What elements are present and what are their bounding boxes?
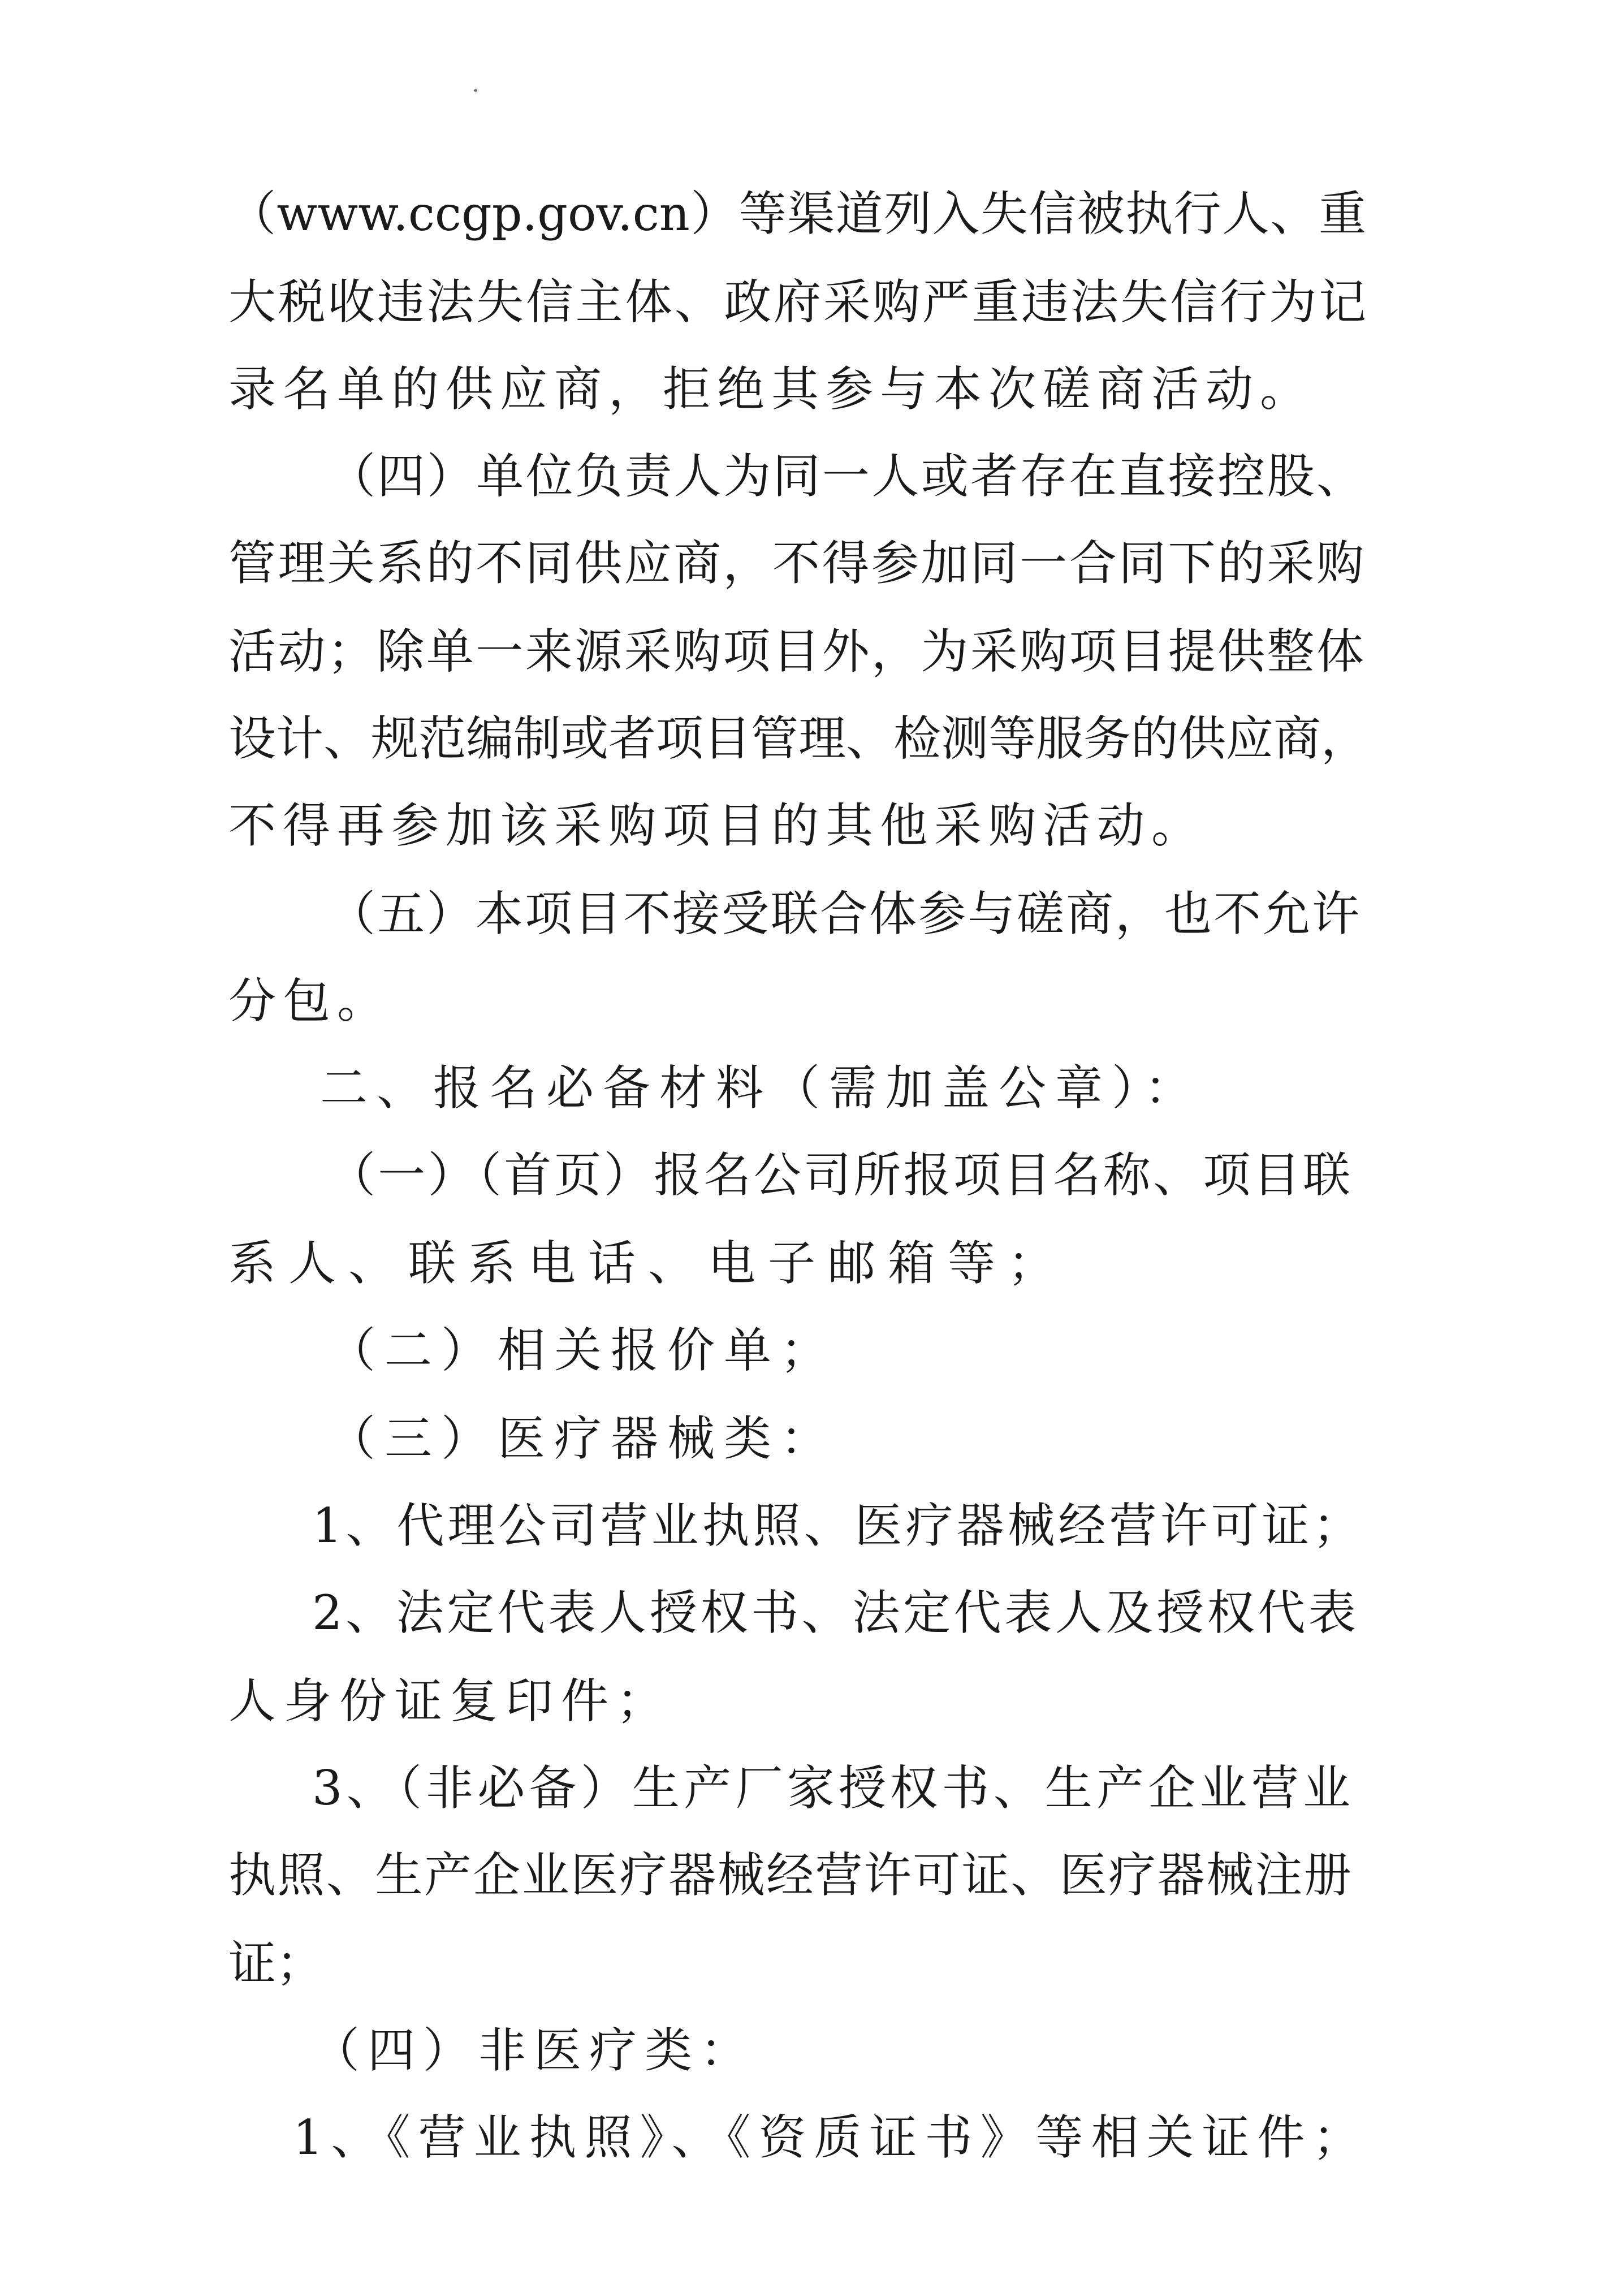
text-line: （四）单位负责人为同一人或者存在直接控股、 (328, 448, 1364, 504)
text-line: 大税收违法失信主体、政府采购严重违法失信行为记 (228, 274, 1366, 330)
text-line: （一）（首页）报名公司所报项目名称、项目联 (328, 1147, 1350, 1203)
text-line: （二）相关报价单； (328, 1323, 837, 1378)
text-line: （四）非医疗类： (312, 2023, 756, 2078)
text-line: （三）医疗器械类： (328, 1411, 837, 1466)
text-line: 人身份证复印件； (228, 1673, 672, 1729)
section-heading: 二、报名必备材料（需加盖公章）： (320, 1060, 1202, 1116)
text-line: （五）本项目不接受联合体参与磋商，也不允许 (328, 886, 1359, 942)
text-line: 1、《营业执照》、《资质证书》等相关证件； (293, 2110, 1368, 2165)
text-line: 活动；除单一来源采购项目外，为采购项目提供整体 (228, 624, 1364, 679)
scan-speck (474, 89, 477, 92)
text-line: 不得再参加该采购项目的其他采购活动。 (228, 798, 1206, 853)
text-line: 证； (228, 1936, 324, 1991)
text-line: 录名单的供应商，拒绝其参与本次磋商活动。 (228, 361, 1315, 417)
text-line: 系人、联系电话、电子邮箱等； (228, 1236, 1068, 1291)
text-line: 分包。 (228, 973, 392, 1029)
text-line: 管理关系的不同供应商，不得参加同一合同下的采购 (228, 536, 1364, 591)
text-line: 2、法定代表人授权书、法定代表人及授权代表 (312, 1585, 1356, 1640)
text-line: 3、（非必备）生产厂家授权书、生产企业营业 (312, 1760, 1350, 1816)
text-line: 设计、规范编制或者项目管理、检测等服务的供应商， (228, 711, 1369, 766)
text-line: （www.ccgp.gov.cn）等渠道列入失信被执行人、重 (228, 186, 1366, 241)
text-line: 1、代理公司营业执照、医疗器械经营许可证； (312, 1498, 1364, 1553)
text-line: 执照、生产企业医疗器械经营许可证、医疗器械注册 (228, 1847, 1351, 1903)
